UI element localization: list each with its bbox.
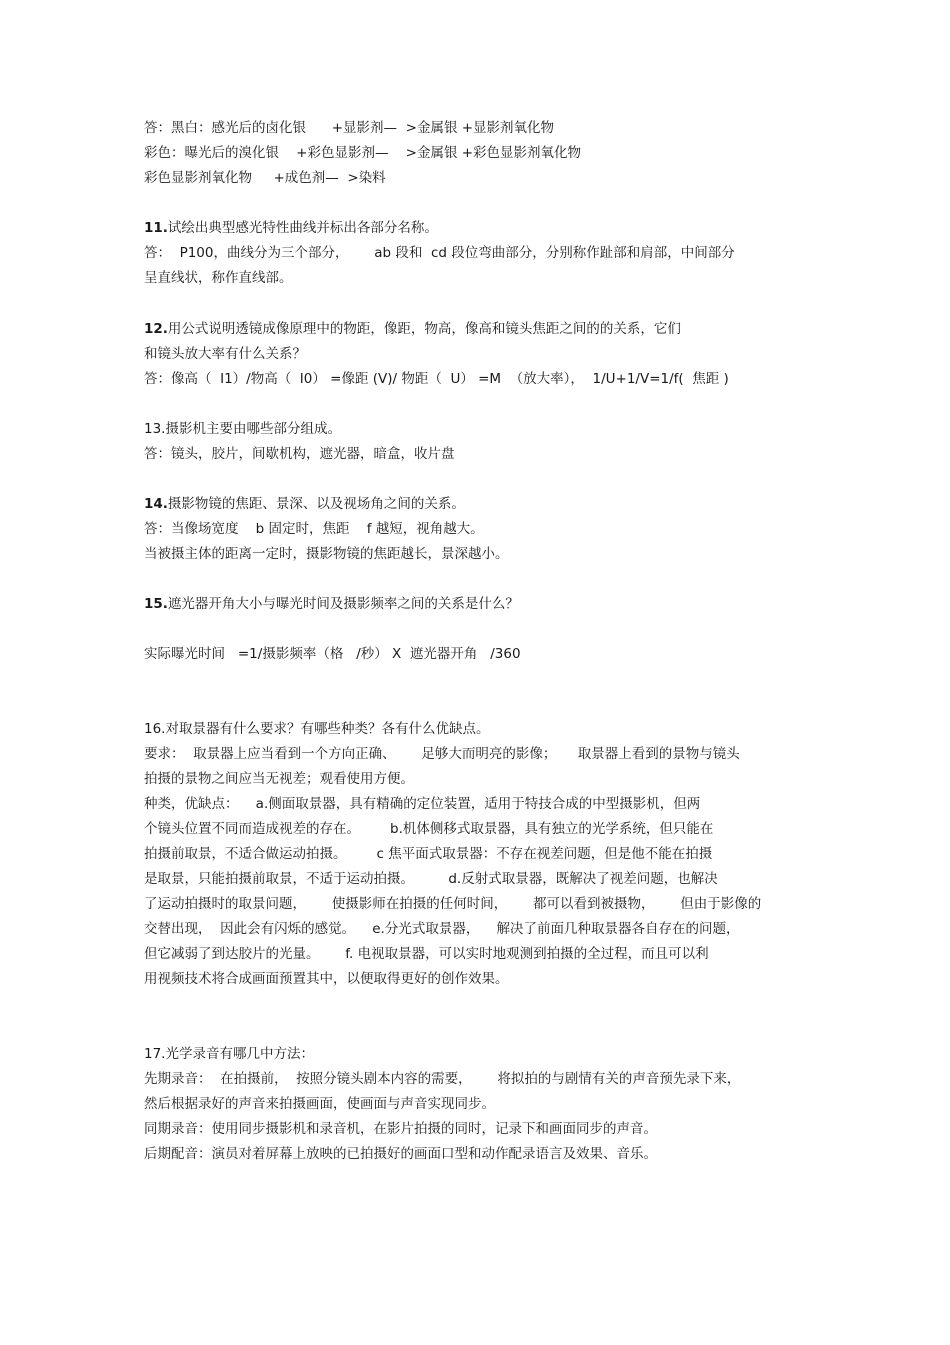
line-text: 后期配音：演员对着屏幕上放映的已拍摄好的画面口型和动作配录语言及效果、音乐。 — [144, 1146, 657, 1162]
line-text: 13.摄影机主要由哪些部分组成。 — [144, 421, 341, 437]
text-line — [144, 244, 735, 262]
text-line — [144, 770, 414, 788]
text-line — [144, 970, 509, 988]
text-line — [144, 945, 709, 963]
text-line — [144, 520, 484, 538]
line-text: 呈直线状，称作直线部。 — [144, 270, 293, 286]
line-text: 16.对取景器有什么要求？有哪些种类？各有什么优缺点。 — [144, 721, 490, 737]
line-text: 17.光学录音有哪几中方法： — [144, 1046, 314, 1062]
text-line — [144, 1045, 314, 1063]
text-line — [144, 1145, 657, 1163]
line-text: 答：像高（ I1）/物高（ I0） =像距 (V)/ 物距（ U） =M （放大率）， 1/U+1/V=1/f( 焦距 ) — [144, 371, 729, 387]
line-text: 先期录音： 在拍摄前， 按照分镜头剧本内容的需要， 将拟拍的与剧情有关的声音预先录下来， — [144, 1071, 741, 1087]
line-text: 摄影物镜的焦距、景深、以及视场角之间的关系。 — [167, 496, 465, 512]
line-text: 是取景，只能拍摄前取景，不适于运动拍摄。 d.反射式取景器，既解决了视差问题，也解决 — [144, 871, 718, 887]
text-line — [144, 495, 465, 513]
line-text: 用公式说明透镜成像原理中的物距，像距，物高，像高和镜头焦距之间的的关系，它们 — [167, 321, 681, 337]
text-line — [144, 445, 455, 463]
line-text: 试绘出典型感光特性曲线并标出各部分名称。 — [167, 220, 438, 236]
text-line — [144, 169, 386, 187]
line-text: 彩色显影剂氧化物 +成色剂— >染料 — [144, 170, 386, 186]
text-line — [144, 820, 713, 838]
text-line — [144, 370, 729, 388]
text-line — [144, 269, 293, 287]
line-text: 种类，优缺点： a.侧面取景器，具有精确的定位装置，适用于特技合成的中型摄影机，但两 — [144, 796, 701, 812]
text-line — [144, 345, 306, 363]
text-line — [144, 420, 341, 438]
line-text: 了运动拍摄时的取景问题， 使摄影师在拍摄的任何时间， 都可以看到被摄物， 但由于影像的 — [144, 896, 762, 912]
line-text: 但它减弱了到达胶片的光量。 f. 电视取景器，可以实时地观测到拍摄的全过程，而且可以利 — [144, 946, 709, 962]
text-line — [144, 1070, 740, 1088]
line-text: 答：当像场宽度 b 固定时，焦距 f 越短，视角越大。 — [144, 521, 484, 537]
line-text: 答： P100，曲线分为三个部分， ab 段和 cd 段位弯曲部分，分别称作趾部和肩部，中间部分 — [144, 245, 735, 261]
line-text: 用视频技术将合成画面预置其中，以便取得更好的创作效果。 — [144, 971, 509, 987]
line-text: 当被摄主体的距离一定时，摄影物镜的焦距越长，景深越小。 — [144, 546, 509, 562]
line-text: 拍摄的景物之间应当无视差；观看使用方便。 — [144, 771, 414, 787]
question-number: 14. — [144, 496, 168, 512]
line-text: 要求： 取景器上应当看到一个方向正确、 足够大而明亮的影像； 取景器上看到的景物与镜头 — [144, 746, 740, 762]
text-line — [144, 645, 521, 663]
text-line — [144, 119, 554, 137]
line-text: 彩色：曝光后的溴化银 +彩色显影剂— >金属银 +彩色显影剂氧化物 — [144, 145, 582, 161]
line-text: 遮光器开角大小与曝光时间及摄影频率之间的关系是什么？ — [167, 596, 519, 612]
text-line — [144, 1095, 495, 1113]
line-text: 个镜头位置不同而造成视差的存在。 b.机体侧移式取景器，具有独立的光学系统，但只能在 — [144, 821, 714, 837]
text-line — [144, 920, 740, 938]
text-line — [144, 219, 438, 237]
question-number: 11. — [144, 220, 168, 236]
text-line — [144, 895, 761, 913]
text-line — [144, 545, 509, 563]
line-text: 然后根据录好的声音来拍摄画面，使画面与声音实现同步。 — [144, 1096, 495, 1112]
line-text: 答：镜头，胶片，间歇机构，遮光器，暗盒，收片盘 — [144, 446, 455, 462]
line-text: 交替出现， 因此会有闪烁的感觉。 e.分光式取景器， 解决了前面几种取景器各自存在的问题， — [144, 921, 740, 937]
text-line — [144, 144, 581, 162]
text-line — [144, 595, 519, 613]
text-line — [144, 745, 740, 763]
text-line — [144, 870, 718, 888]
line-text: 实际曝光时间 =1/摄影频率（格 /秒） X 遮光器开角 /360 — [144, 646, 521, 662]
question-number: 15. — [144, 596, 168, 612]
text-line — [144, 795, 700, 813]
line-text: 和镜头放大率有什么关系？ — [144, 346, 306, 362]
text-line — [144, 845, 712, 863]
text-line — [144, 320, 681, 338]
question-number: 12. — [144, 321, 168, 337]
line-text: 答：黑白：感光后的卤化银 +显影剂— >金属银 +显影剂氧化物 — [144, 120, 555, 136]
text-line — [144, 720, 489, 738]
text-line — [144, 1120, 657, 1138]
line-text: 同期录音：使用同步摄影机和录音机，在影片拍摄的同时，记录下和画面同步的声音。 — [144, 1121, 657, 1137]
line-text: 拍摄前取景，不适合做运动拍摄。 c 焦平面式取景器：不存在视差问题，但是他不能在拍摄 — [144, 846, 713, 862]
